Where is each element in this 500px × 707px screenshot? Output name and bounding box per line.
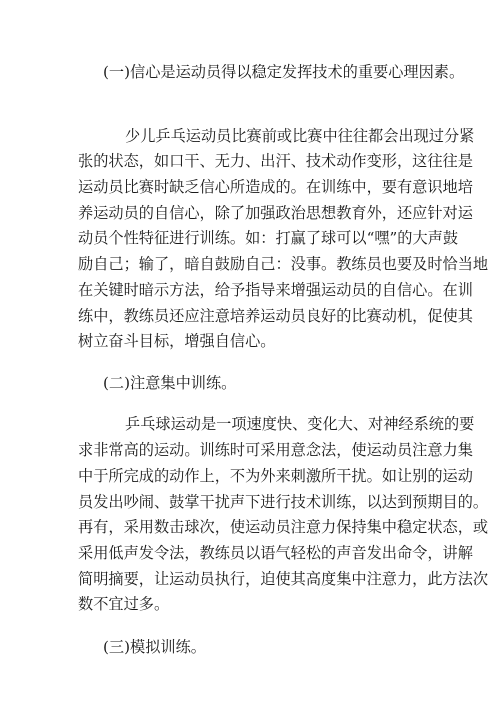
paragraph-2-line-3: 中于所完成的动作上，不为外来刺激所干扰。如让别的运动: [78, 467, 473, 485]
paragraph-1-line-3: 运动员比赛时缺乏信心所造成的。在训练中，要有意识地培: [78, 178, 473, 196]
paragraph-2-line-1: 乒乓球运动是一项速度快、变化大、对神经系统的要: [125, 415, 475, 433]
paragraph-1-line-7: 在关键时暗示方法，给予指导来增强运动员的自信心。在训: [78, 281, 473, 299]
paragraph-1-line-2: 张的状态，如口干、无力、出汗、技术动作变形，这往往是: [78, 152, 473, 170]
paragraph-2-line-5: 再有，采用数击球次，使运动员注意力保持集中稳定状态，或: [78, 518, 489, 536]
paragraph-1-line-5: 动员个性特征进行训练。如：打赢了球可以“嘿”的大声鼓: [78, 229, 459, 247]
paragraph-1-line-1: 少儿乒乓运动员比赛前或比赛中往往都会出现过分紧: [125, 127, 475, 145]
paragraph-2-line-6: 采用低声发令法，教练员以语气轻松的声音发出命令，讲解: [78, 544, 473, 562]
paragraph-1-line-6: 励自己；输了，暗自鼓励自己：没事。教练员也要及时恰当地: [78, 255, 489, 273]
section-heading-1: (一)信心是运动员得以稳定发挥技术的重要心理因素。: [103, 63, 465, 81]
paragraph-1-line-4: 养运动员的自信心，除了加强政治思想教育外，还应针对运: [78, 204, 473, 222]
paragraph-2-line-8: 数不宜过多。: [78, 595, 170, 613]
paragraph-2-line-4: 员发出吵闹、鼓掌干扰声下进行技术训练，以达到预期目的。: [78, 493, 489, 511]
paragraph-1-line-9: 树立奋斗目标，增强自信心。: [78, 332, 276, 350]
section-heading-2: (二)注意集中训练。: [103, 374, 237, 392]
section-heading-3: (三)模拟训练。: [103, 638, 206, 656]
paragraph-2-line-2: 求非常高的运动。训练时可采用意念法，使运动员注意力集: [78, 441, 473, 459]
paragraph-2-line-7: 简明摘要，让运动员执行，迫使其高度集中注意力，此方法次: [78, 570, 489, 588]
paragraph-1-line-8: 练中，教练员还应注意培养运动员良好的比赛动机，促使其: [78, 307, 473, 325]
